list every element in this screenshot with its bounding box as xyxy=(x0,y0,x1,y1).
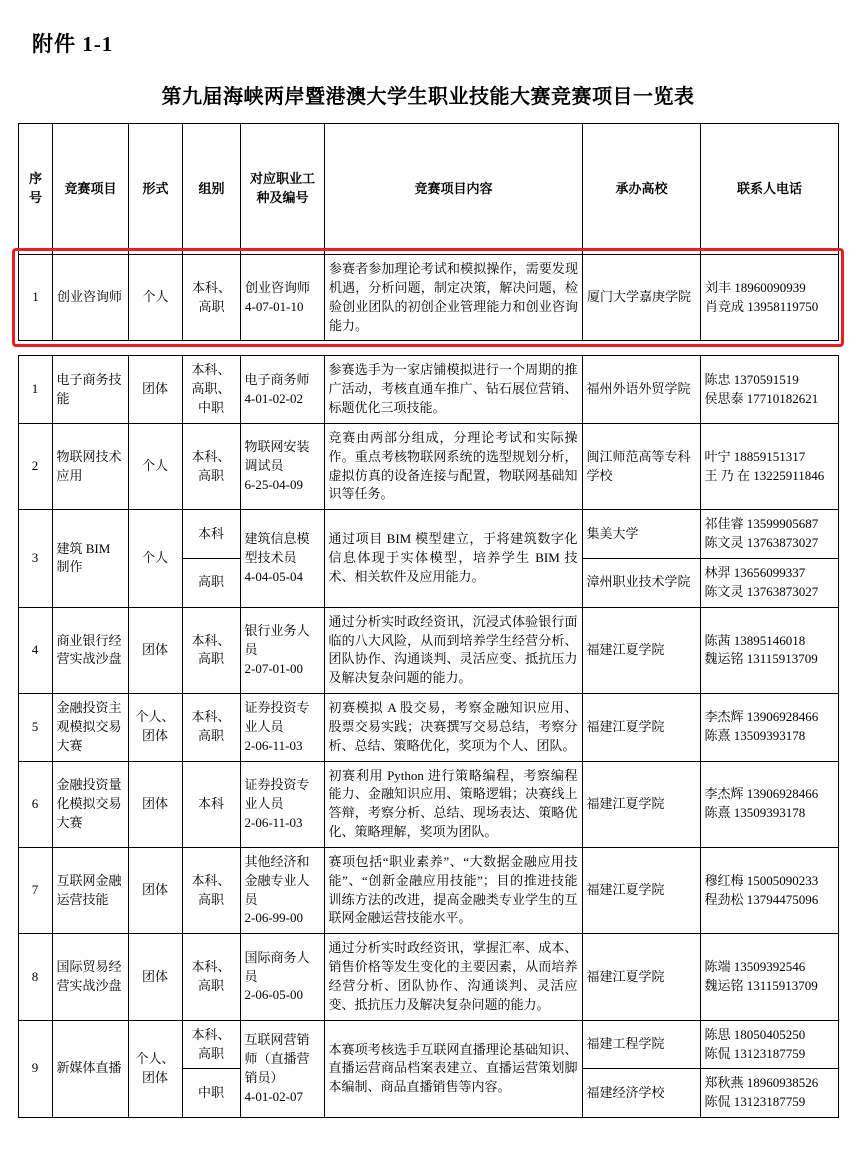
cell-group: 本科 xyxy=(182,510,240,559)
cell-format: 个人 xyxy=(128,423,182,509)
cell-host: 福建经济学校 xyxy=(582,1069,700,1118)
attachment-label: 附件 1-1 xyxy=(32,32,114,56)
cell-content: 赛项包括“职业素养”、“大数据金融应用技能”、“创新金融应用技能”；目的推进技能训练方法的改进，提高金融类专业学生的互联网金融运营技能水平。 xyxy=(324,847,582,933)
cell-project: 物联网技术应用 xyxy=(52,423,128,509)
cell-contact xyxy=(700,510,838,559)
cell-project: 金融投资主观模拟交易大赛 xyxy=(52,694,128,762)
job-number: 4-04-05-04 xyxy=(244,568,303,584)
contact-line: 李杰辉 13906928466 xyxy=(704,786,819,802)
cell-format: 团体 xyxy=(128,607,182,693)
table-row xyxy=(18,356,838,424)
table-row xyxy=(18,607,838,693)
col-header-contact: 联系人电话 xyxy=(701,124,839,255)
cell-host: 福建江夏学院 xyxy=(582,761,700,847)
cell-content: 通过项目 BIM 模型建立，于将建筑数字化信息体现于实体模型，培养学生 BIM 技术、相关软件及应用能力。 xyxy=(324,510,582,607)
cell-contact xyxy=(700,423,838,509)
contact-line: 陈文灵 13763873027 xyxy=(704,583,819,599)
cell-format: 个人 xyxy=(128,510,182,607)
cell-no: 7 xyxy=(18,847,52,933)
contact-line: 林羿 13656099337 xyxy=(704,564,806,580)
cell-group: 中职 xyxy=(182,1069,240,1118)
job-title: 创业咨询师 xyxy=(245,279,311,295)
contact-line: 刘丰 18960090939 xyxy=(705,279,806,295)
cell-group: 本科、高职 xyxy=(182,694,240,762)
cell-project: 金融投资量化模拟交易大赛 xyxy=(52,761,128,847)
header-and-highlight-section xyxy=(18,123,838,341)
job-title: 国际商务人员 xyxy=(244,949,310,984)
cell-content: 初赛模拟 A 股交易，考察金融知识应用、股票交易实践；决赛撰写交易总结，考察分析、总结、策略优化，奖项为个人、团队。 xyxy=(324,694,582,762)
contact-line: 郑秋燕 18960938526 xyxy=(704,1075,819,1091)
cell-format: 个人 xyxy=(129,255,183,341)
cell-group: 本科、高职 xyxy=(182,423,240,509)
cell-host: 漳州职业技术学院 xyxy=(582,558,700,607)
cell-content: 竞赛由两部分组成，分理论考试和实际操作。重点考核物联网系统的选型规划分析，虚拟仿真的设备连接与配置，物联网基础知识等任务。 xyxy=(324,423,582,509)
contact-line: 陈熹 13509393178 xyxy=(704,805,806,821)
cell-host: 福建江夏学院 xyxy=(582,847,700,933)
cell-contact xyxy=(700,1020,838,1069)
cell-contact xyxy=(701,255,839,341)
job-number: 4-01-02-07 xyxy=(244,1088,303,1104)
contact-line: 陈端 13509392546 xyxy=(704,959,806,975)
job-number: 2-06-11-03 xyxy=(244,737,303,753)
job-title: 电子商务师 xyxy=(244,371,310,387)
contact-line: 祁佳睿 13599905687 xyxy=(704,516,819,532)
table-row xyxy=(19,255,839,341)
table-header-row xyxy=(19,124,839,255)
contact-line: 陈侃 13123187759 xyxy=(704,1045,806,1061)
projects-table xyxy=(18,355,839,1118)
job-title: 银行业务人员 xyxy=(244,623,310,657)
col-header-no: 序号 xyxy=(19,124,53,255)
cell-host: 福建江夏学院 xyxy=(582,607,700,693)
cell-host: 集美大学 xyxy=(582,510,700,559)
col-header-group: 组别 xyxy=(183,124,241,255)
contact-line: 侯思泰 17710182621 xyxy=(704,390,819,406)
table-row xyxy=(18,934,838,1020)
cell-contact xyxy=(700,761,838,847)
cell-contact xyxy=(700,356,838,424)
table-row xyxy=(18,423,838,509)
cell-content: 参赛选手为一家店铺模拟进行一个周期的推广活动，考核直通车推广、钻石展位营销、标题优化三项技能。 xyxy=(324,356,582,424)
contact-line: 魏运铭 13115913709 xyxy=(704,651,818,667)
contact-line: 魏运铭 13115913709 xyxy=(704,978,818,993)
cell-content: 初赛利用 Python 进行策略编程，考察编程能力、金融知识应用、策略逻辑；决赛线上答辩，考察分析、总结、现场表达、策略优化、策略理解，奖项为团队。 xyxy=(324,761,582,847)
header-table xyxy=(18,123,839,255)
contact-line: 陈熹 13509393178 xyxy=(704,728,806,744)
job-number: 2-06-99-00 xyxy=(244,910,303,926)
cell-no: 5 xyxy=(18,694,52,762)
cell-host: 厦门大学嘉庚学院 xyxy=(583,255,701,341)
contact-line: 陈侃 13123187759 xyxy=(704,1094,806,1110)
job-title: 其他经济和金融专业人员 xyxy=(244,853,310,907)
job-title: 建筑信息模型技术员 xyxy=(244,531,310,566)
job-number: 4-07-01-10 xyxy=(245,298,304,314)
cell-format: 团体 xyxy=(128,761,182,847)
job-number: 4-01-02-02 xyxy=(244,390,303,406)
table-row xyxy=(18,694,838,762)
col-header-job-code: 对应职业工种及编号 xyxy=(241,124,325,255)
cell-host: 闽江师范高等专科学校 xyxy=(582,423,700,509)
cell-project: 互联网金融运营技能 xyxy=(52,847,128,933)
cell-format: 团体 xyxy=(128,847,182,933)
job-title: 证券投资专业人员 xyxy=(244,776,310,811)
contact-line: 王 乃 在 13225911846 xyxy=(704,467,825,483)
cell-project: 国际贸易经营实战沙盘 xyxy=(52,934,128,1020)
job-number: 2-06-05-00 xyxy=(244,987,303,1003)
cell-project: 建筑 BIM 制作 xyxy=(52,510,128,607)
contact-line: 叶宁 18859151317 xyxy=(704,448,806,464)
highlighted-table xyxy=(18,254,839,341)
cell-no: 8 xyxy=(18,934,52,1020)
cell-job-code xyxy=(240,847,324,933)
job-title: 互联网营销师（直播营销员） xyxy=(244,1032,310,1085)
cell-project: 商业银行经营实战沙盘 xyxy=(52,607,128,693)
cell-job-code xyxy=(240,694,324,762)
cell-job-code xyxy=(240,761,324,847)
table-row xyxy=(18,847,838,933)
job-title: 物联网安装调试员 xyxy=(244,439,310,474)
contact-line: 陈茜 13895146018 xyxy=(704,632,806,648)
col-header-format: 形式 xyxy=(129,124,183,255)
cell-format: 个人、团体 xyxy=(128,1020,182,1117)
cell-group: 本科、高职、中职 xyxy=(182,356,240,424)
cell-no: 9 xyxy=(18,1020,52,1117)
cell-group: 高职 xyxy=(182,558,240,607)
cell-job-code xyxy=(240,607,324,693)
cell-project: 电子商务技能 xyxy=(52,356,128,424)
cell-host: 福州外语外贸学院 xyxy=(582,356,700,424)
contact-line: 陈忠 1370591519 xyxy=(704,371,799,387)
job-number: 6-25-04-09 xyxy=(244,477,303,493)
cell-job-code xyxy=(240,510,324,607)
cell-job-code xyxy=(240,934,324,1020)
table-row xyxy=(18,510,838,559)
cell-no: 1 xyxy=(18,356,52,424)
cell-contact xyxy=(700,934,838,1020)
contact-line: 肖竞成 13958119750 xyxy=(705,298,819,314)
job-number: 2-07-01-00 xyxy=(244,660,303,676)
cell-contact xyxy=(700,694,838,762)
cell-project: 新媒体直播 xyxy=(52,1020,128,1117)
col-header-host: 承办高校 xyxy=(583,124,701,255)
cell-contact xyxy=(700,847,838,933)
job-title: 证券投资专业人员 xyxy=(244,700,310,734)
cell-host: 福建江夏学院 xyxy=(582,694,700,762)
cell-contact xyxy=(700,607,838,693)
cell-content: 通过分析实时政经资讯，掌握汇率、成本、销售价格等发生变化的主要因素，从而培养经营分析、团队协作、沟通谈判、灵活应变、抵抗压力及解决复杂问题的能力。 xyxy=(324,934,582,1020)
table-row xyxy=(18,1020,838,1069)
table-row xyxy=(18,761,838,847)
contact-line: 陈文灵 13763873027 xyxy=(704,535,819,551)
cell-format: 团体 xyxy=(128,934,182,1020)
cell-group: 本科 xyxy=(182,761,240,847)
cell-host: 福建江夏学院 xyxy=(582,934,700,1020)
cell-no: 1 xyxy=(19,255,53,341)
col-header-project: 竞赛项目 xyxy=(53,124,129,255)
cell-job-code xyxy=(240,1020,324,1117)
cell-project: 创业咨询师 xyxy=(53,255,129,341)
cell-content: 通过分析实时政经资讯，沉浸式体验银行面临的八大风险，从而到培养学生经营分析、团队协作、沟通谈判、灵活应变、抵抗压力及解决复杂问题的能力。 xyxy=(324,607,582,693)
col-header-content: 竞赛项目内容 xyxy=(325,124,583,255)
cell-group: 本科、高职 xyxy=(183,255,241,341)
cell-contact xyxy=(700,1069,838,1118)
cell-format: 个人、团体 xyxy=(128,694,182,762)
cell-contact xyxy=(700,558,838,607)
cell-group: 本科、高职 xyxy=(182,1020,240,1069)
contact-line: 程劲松 13794475096 xyxy=(704,891,819,907)
cell-host: 福建工程学院 xyxy=(582,1020,700,1069)
cell-group: 本科、高职 xyxy=(182,607,240,693)
contact-line: 陈思 18050405250 xyxy=(704,1026,806,1042)
cell-no: 2 xyxy=(18,423,52,509)
cell-job-code xyxy=(241,255,325,341)
contact-line: 李杰辉 13906928466 xyxy=(704,709,819,725)
cell-job-code xyxy=(240,423,324,509)
cell-group: 本科、高职 xyxy=(182,934,240,1020)
cell-content: 参赛者参加理论考试和模拟操作，需要发现机遇，分析问题，制定决策，解决问题，检验创业团队的初创企业管理能力和创业咨询能力。 xyxy=(325,255,583,341)
cell-no: 3 xyxy=(18,510,52,607)
cell-no: 4 xyxy=(18,607,52,693)
cell-job-code xyxy=(240,356,324,424)
contact-line: 穆红梅 15005090233 xyxy=(704,872,819,888)
cell-content: 本赛项考核选手互联网直播理论基础知识、直播运营商品档案表建立、直播运营策划脚本编制、商品直播销售等内容。 xyxy=(324,1020,582,1117)
job-number: 2-06-11-03 xyxy=(244,814,303,830)
cell-format: 团体 xyxy=(128,356,182,424)
cell-group: 本科、高职 xyxy=(182,847,240,933)
cell-no: 6 xyxy=(18,761,52,847)
page-title: 第九届海峡两岸暨港澳大学生职业技能大赛竞赛项目一览表 xyxy=(161,86,695,108)
